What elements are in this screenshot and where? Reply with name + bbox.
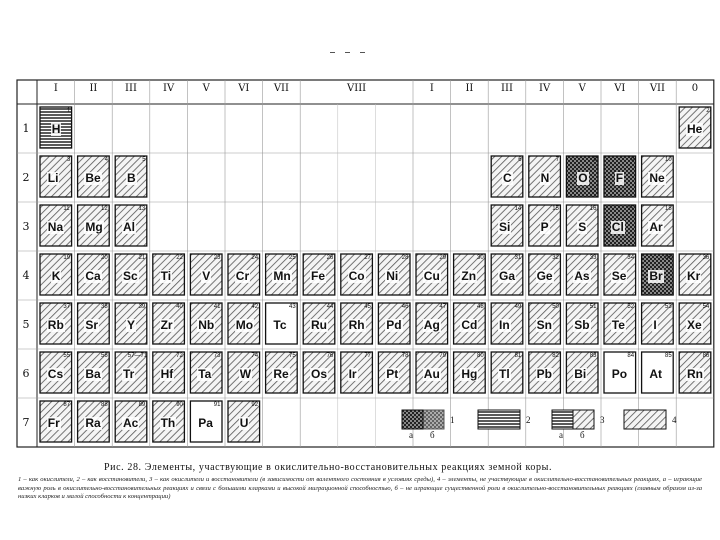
- element-symbol: Sb: [574, 317, 590, 332]
- atomic-number: 50: [552, 304, 559, 310]
- period-label: 5: [22, 318, 30, 331]
- atomic-number: 81: [514, 353, 522, 359]
- atomic-number: 75: [289, 353, 296, 359]
- atomic-number: 78: [401, 353, 409, 359]
- atomic-number: 4: [104, 157, 108, 163]
- legend: [402, 410, 666, 429]
- atomic-number: 18: [665, 206, 672, 212]
- atomic-number: 72: [176, 353, 183, 359]
- element-symbol: Fe: [311, 268, 326, 283]
- element-symbol: Xe: [687, 317, 702, 332]
- element-symbol: Ar: [649, 219, 663, 234]
- atomic-number: 27: [364, 255, 371, 261]
- element-symbol: Hg: [461, 366, 478, 381]
- element-symbol: In: [499, 317, 510, 332]
- legend-label: 4: [672, 415, 677, 425]
- element-symbol: H: [51, 121, 61, 136]
- element-symbol: Au: [423, 366, 440, 381]
- legend-swatch: [423, 410, 444, 429]
- element-symbol: Ag: [423, 317, 440, 332]
- atomic-number: 44: [326, 304, 334, 310]
- atomic-number: 28: [401, 255, 409, 261]
- atomic-number: 90: [176, 402, 183, 408]
- element-symbol: Cr: [235, 268, 250, 283]
- element-symbol: Y: [127, 317, 136, 332]
- atomic-number: 5: [142, 157, 146, 163]
- atomic-number: 56: [101, 353, 108, 359]
- element-symbol: Sn: [536, 317, 552, 332]
- group-header: II: [89, 82, 98, 94]
- scan-mark: [345, 52, 350, 53]
- element-symbol: Sc: [123, 268, 138, 283]
- element-symbol: Pd: [386, 317, 402, 332]
- period-label: 2: [22, 171, 30, 184]
- element-symbol: C: [503, 170, 512, 185]
- element-symbol: S: [578, 219, 587, 234]
- atomic-number: 86: [702, 353, 710, 359]
- element-symbol: Re: [273, 366, 289, 381]
- atomic-number: 57—71: [127, 353, 148, 359]
- scan-mark: [360, 52, 365, 53]
- atomic-number: 89: [138, 402, 146, 408]
- element-symbol: B: [127, 170, 136, 185]
- atomic-number: 76: [326, 353, 334, 359]
- element-symbol: Te: [611, 317, 625, 332]
- atomic-number: 10: [665, 157, 672, 163]
- element-symbol: Kr: [687, 268, 701, 283]
- atomic-number: 26: [326, 255, 334, 261]
- group-header: I: [429, 82, 434, 94]
- element-symbol: Pa: [198, 415, 213, 430]
- legend-sublabel: а: [559, 430, 563, 440]
- legend-sublabel: б: [580, 430, 585, 440]
- element-symbol: Li: [47, 170, 59, 185]
- group-header: VI: [614, 82, 626, 94]
- group-header: 0: [691, 82, 699, 94]
- period-label: 1: [22, 122, 30, 135]
- element-symbol: Mg: [85, 219, 103, 234]
- period-label: 7: [22, 416, 30, 429]
- element-symbol: Nb: [198, 317, 215, 332]
- element-symbol: Tc: [273, 317, 287, 332]
- atomic-number: 24: [251, 255, 259, 261]
- element-symbol: Ba: [85, 366, 101, 381]
- atomic-number: 79: [439, 353, 447, 359]
- atomic-number: 85: [665, 353, 672, 359]
- element-symbol: N: [540, 170, 550, 185]
- legend-swatch: [478, 410, 520, 429]
- atomic-number: 42: [251, 304, 259, 310]
- atomic-number: 77: [364, 353, 371, 359]
- element-symbol: Th: [160, 415, 176, 430]
- legend-swatch: [552, 410, 573, 429]
- element-symbol: Al: [123, 219, 135, 234]
- atomic-number: 41: [213, 304, 221, 310]
- figure-note: 1 – как окислители, 2 – как восстановители, 3 – как окислители и восстановители (в зависимости от валентного состояния в условиях среды), 4 – элементы, не участвующие в окислительно-восстановительных реакциях, а – играющие важную роль в окислительно-восстановительных реакциях и связи с большими кларками и высокой миграционной способностью, б – не играющие существенной роли в окислительно-восстановительных реакциях (главным образом из-за низких кларков и малой способности к концентрации): [18, 476, 702, 501]
- atomic-number: 73: [213, 353, 221, 359]
- atomic-number: 21: [138, 255, 146, 261]
- element-symbol: Ni: [386, 268, 399, 283]
- atomic-number: 38: [101, 304, 108, 310]
- element-symbol: Ra: [85, 415, 101, 430]
- element-symbol: Cd: [461, 317, 478, 332]
- group-header: I: [53, 82, 58, 94]
- atomic-number: 22: [176, 255, 183, 261]
- legend-label: 2: [526, 415, 531, 425]
- element-symbol: F: [615, 170, 624, 185]
- atomic-number: 36: [702, 255, 710, 261]
- legend-swatch: [402, 410, 423, 429]
- legend-sublabel: б: [430, 430, 435, 440]
- group-header: III: [125, 82, 137, 94]
- atomic-number: 8: [593, 157, 597, 163]
- group-header: IV: [163, 82, 175, 94]
- element-symbol: Cu: [423, 268, 440, 283]
- legend-label: 1: [450, 415, 455, 425]
- atomic-number: 49: [514, 304, 522, 310]
- element-symbol: Mn: [273, 268, 291, 283]
- atomic-number: 3: [67, 157, 71, 163]
- element-symbol: He: [687, 121, 703, 136]
- atomic-number: 88: [101, 402, 108, 408]
- atomic-number: 12: [101, 206, 108, 212]
- element-symbol: Ga: [499, 268, 516, 283]
- group-header: III: [501, 82, 513, 94]
- element-symbol: Ru: [311, 317, 327, 332]
- element-symbol: Zr: [160, 317, 173, 332]
- element-symbol: O: [578, 170, 588, 185]
- atomic-number: 23: [213, 255, 221, 261]
- atomic-number: 14: [514, 206, 522, 212]
- atomic-number: 25: [289, 255, 296, 261]
- element-symbol: Po: [611, 366, 628, 381]
- atomic-number: 19: [63, 255, 71, 261]
- legend-sublabel: а: [409, 430, 413, 440]
- element-symbol: V: [202, 268, 211, 283]
- element-symbol: Tr: [123, 366, 135, 381]
- atomic-number: 13: [138, 206, 146, 212]
- element-symbol: Tl: [499, 366, 510, 381]
- element-symbol: P: [540, 219, 549, 234]
- atomic-number: 51: [589, 304, 597, 310]
- group-header: VI: [238, 82, 250, 94]
- atomic-number: 45: [364, 304, 371, 310]
- element-symbol: Be: [85, 170, 101, 185]
- group-header: V: [578, 82, 586, 94]
- atomic-number: 74: [251, 353, 259, 359]
- atomic-number: 9: [631, 157, 635, 163]
- atomic-number: 16: [589, 206, 597, 212]
- element-symbol: Ti: [160, 268, 172, 283]
- group-header: VIII: [347, 82, 367, 94]
- atomic-number: 54: [702, 304, 710, 310]
- element-symbol: Zn: [461, 268, 477, 283]
- group-header: II: [465, 82, 474, 94]
- atomic-number: 6: [518, 157, 522, 163]
- atomic-number: 91: [213, 402, 221, 408]
- element-symbol: Ta: [198, 366, 212, 381]
- atomic-number: 87: [63, 402, 71, 408]
- element-symbol: Os: [311, 366, 328, 381]
- atomic-number: 32: [552, 255, 559, 261]
- element-symbol: Sr: [85, 317, 99, 332]
- element-symbol: Cs: [47, 366, 64, 381]
- atomic-number: 53: [665, 304, 672, 310]
- atomic-number: 55: [63, 353, 71, 359]
- element-symbol: Mo: [235, 317, 254, 332]
- atomic-number: 40: [176, 304, 183, 310]
- atomic-number: 20: [101, 255, 108, 261]
- element-symbol: Bi: [574, 366, 587, 381]
- element-symbol: Pb: [536, 366, 552, 381]
- scan-mark: [330, 52, 335, 53]
- atomic-number: 37: [63, 304, 71, 310]
- period-label: 6: [22, 367, 30, 380]
- element-symbol: As: [574, 268, 590, 283]
- element-symbol: Rn: [687, 366, 703, 381]
- atomic-number: 47: [439, 304, 447, 310]
- atomic-number: 1: [67, 108, 71, 114]
- element-symbol: At: [649, 366, 663, 381]
- group-header: V: [202, 82, 210, 94]
- figure-caption: Рис. 28. Элементы, участвующие в окислительно-восстановительных реакциях земной коры.: [104, 462, 553, 473]
- atomic-number: 80: [477, 353, 484, 359]
- element-symbol: Ac: [123, 415, 139, 430]
- element-symbol: Rh: [348, 317, 365, 332]
- element-symbol: U: [239, 415, 249, 430]
- element-symbol: Ne: [649, 170, 665, 185]
- atomic-number: 11: [63, 206, 70, 212]
- element-symbol: W: [239, 366, 252, 381]
- atomic-number: 35: [665, 255, 672, 261]
- atomic-number: 7: [555, 157, 560, 163]
- element-symbol: Ir: [348, 366, 357, 381]
- element-symbol: Ge: [536, 268, 553, 283]
- atomic-number: 48: [477, 304, 484, 310]
- element-symbol: I: [653, 317, 657, 332]
- element-symbol: Se: [611, 268, 627, 283]
- atomic-number: 33: [589, 255, 597, 261]
- element-symbol: Si: [499, 219, 511, 234]
- period-label: 3: [22, 220, 30, 233]
- group-header: VII: [273, 82, 289, 94]
- element-symbol: Co: [348, 268, 365, 283]
- atomic-number: 31: [514, 255, 522, 261]
- atomic-number: 84: [627, 353, 635, 359]
- atomic-number: 15: [552, 206, 559, 212]
- group-header: IV: [539, 82, 551, 94]
- atomic-number: 52: [627, 304, 635, 310]
- element-symbol: Hf: [160, 366, 174, 381]
- atomic-number: 92: [251, 402, 259, 408]
- element-symbol: Na: [47, 219, 64, 234]
- element-symbol: Cl: [611, 219, 624, 234]
- atomic-number: 29: [439, 255, 447, 261]
- atomic-number: 83: [589, 353, 597, 359]
- atomic-number: 17: [627, 206, 635, 212]
- atomic-number: 2: [706, 108, 710, 114]
- legend-label: 3: [600, 415, 605, 425]
- legend-swatch: [573, 410, 594, 429]
- period-label: 4: [22, 269, 30, 282]
- element-symbol: K: [51, 268, 61, 283]
- atomic-number: 34: [627, 255, 635, 261]
- element-symbol: Pt: [386, 366, 399, 381]
- atomic-number: 39: [138, 304, 146, 310]
- element-symbol: Br: [649, 268, 663, 283]
- atomic-number: 30: [477, 255, 484, 261]
- atomic-number: 82: [552, 353, 559, 359]
- element-symbol: Fr: [47, 415, 60, 430]
- element-symbol: Rb: [47, 317, 64, 332]
- atomic-number: 43: [289, 304, 296, 310]
- group-header: VII: [649, 82, 665, 94]
- element-symbol: Ca: [85, 268, 101, 283]
- legend-swatch: [624, 410, 666, 429]
- atomic-number: 46: [401, 304, 409, 310]
